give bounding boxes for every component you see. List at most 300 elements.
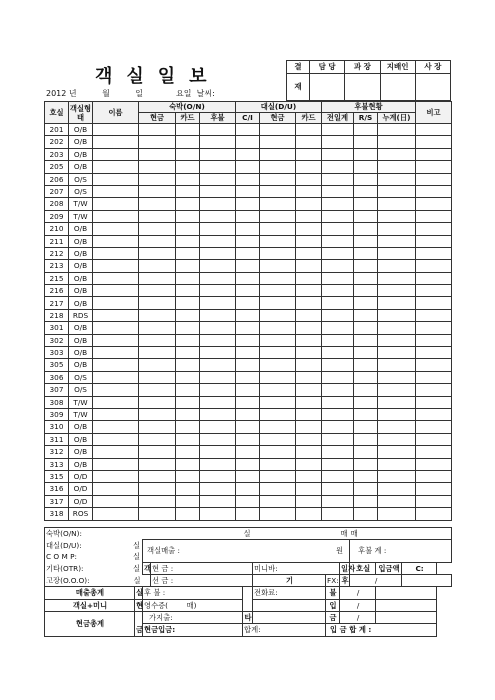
- entry-cell[interactable]: [139, 223, 176, 235]
- entry-cell[interactable]: [139, 384, 176, 396]
- entry-cell[interactable]: [416, 384, 452, 396]
- entry-cell[interactable]: [354, 173, 378, 185]
- entry-cell[interactable]: [260, 185, 296, 197]
- entry-cell[interactable]: [236, 210, 260, 222]
- entry-cell[interactable]: [296, 470, 322, 482]
- entry-cell[interactable]: [354, 185, 378, 197]
- entry-cell[interactable]: [236, 285, 260, 297]
- entry-cell[interactable]: [236, 396, 260, 408]
- entry-cell[interactable]: [416, 173, 452, 185]
- entry-cell[interactable]: [260, 359, 296, 371]
- entry-cell[interactable]: [236, 446, 260, 458]
- entry-cell[interactable]: [416, 421, 452, 433]
- entry-cell[interactable]: [236, 359, 260, 371]
- entry-cell[interactable]: [139, 334, 176, 346]
- entry-cell[interactable]: [176, 470, 200, 482]
- entry-cell[interactable]: [139, 247, 176, 259]
- entry-cell[interactable]: [139, 148, 176, 160]
- entry-cell[interactable]: [378, 148, 416, 160]
- entry-cell[interactable]: [93, 384, 139, 396]
- entry-cell[interactable]: [260, 483, 296, 495]
- entry-cell[interactable]: [354, 124, 378, 136]
- entry-cell[interactable]: [200, 223, 236, 235]
- entry-cell[interactable]: [93, 396, 139, 408]
- entry-cell[interactable]: [236, 148, 260, 160]
- entry-cell[interactable]: [260, 433, 296, 445]
- entry-cell[interactable]: [176, 185, 200, 197]
- entry-cell[interactable]: [176, 161, 200, 173]
- entry-cell[interactable]: [200, 334, 236, 346]
- sign-cell[interactable]: [345, 74, 380, 101]
- entry-cell[interactable]: [354, 148, 378, 160]
- entry-cell[interactable]: [260, 334, 296, 346]
- entry-cell[interactable]: [296, 458, 322, 470]
- entry-cell[interactable]: [176, 223, 200, 235]
- entry-cell[interactable]: [260, 148, 296, 160]
- entry-cell[interactable]: [139, 508, 176, 520]
- entry-cell[interactable]: [139, 396, 176, 408]
- entry-cell[interactable]: [296, 396, 322, 408]
- entry-cell[interactable]: [139, 495, 176, 507]
- entry-cell[interactable]: [296, 136, 322, 148]
- entry-cell[interactable]: [260, 470, 296, 482]
- entry-cell[interactable]: [296, 359, 322, 371]
- entry-cell[interactable]: [296, 433, 322, 445]
- entry-cell[interactable]: [176, 322, 200, 334]
- entry-cell[interactable]: [93, 260, 139, 272]
- entry-cell[interactable]: [236, 508, 260, 520]
- entry-cell[interactable]: [200, 396, 236, 408]
- entry-cell[interactable]: [200, 185, 236, 197]
- entry-cell[interactable]: [176, 285, 200, 297]
- entry-cell[interactable]: [93, 322, 139, 334]
- entry-cell[interactable]: [296, 297, 322, 309]
- entry-cell[interactable]: [260, 421, 296, 433]
- entry-cell[interactable]: [176, 384, 200, 396]
- sign-cell[interactable]: [380, 74, 415, 101]
- entry-cell[interactable]: [378, 359, 416, 371]
- entry-cell[interactable]: [200, 161, 236, 173]
- entry-cell[interactable]: [322, 334, 354, 346]
- entry-cell[interactable]: [200, 260, 236, 272]
- entry-cell[interactable]: [176, 148, 200, 160]
- entry-cell[interactable]: [139, 359, 176, 371]
- entry-cell[interactable]: [378, 458, 416, 470]
- entry-cell[interactable]: [139, 272, 176, 284]
- entry-cell[interactable]: [200, 136, 236, 148]
- entry-cell[interactable]: [296, 495, 322, 507]
- entry-cell[interactable]: [139, 136, 176, 148]
- entry-cell[interactable]: [416, 198, 452, 210]
- entry-cell[interactable]: [322, 359, 354, 371]
- entry-cell[interactable]: [416, 322, 452, 334]
- entry-cell[interactable]: [93, 334, 139, 346]
- entry-cell[interactable]: [260, 408, 296, 420]
- entry-cell[interactable]: [176, 495, 200, 507]
- entry-cell[interactable]: [139, 210, 176, 222]
- entry-cell[interactable]: [354, 458, 378, 470]
- entry-cell[interactable]: [378, 421, 416, 433]
- entry-cell[interactable]: [354, 483, 378, 495]
- entry-cell[interactable]: [200, 470, 236, 482]
- entry-cell[interactable]: [93, 470, 139, 482]
- entry-cell[interactable]: [200, 421, 236, 433]
- entry-cell[interactable]: [354, 421, 378, 433]
- entry-cell[interactable]: [176, 235, 200, 247]
- entry-cell[interactable]: [296, 347, 322, 359]
- entry-cell[interactable]: [93, 173, 139, 185]
- entry-cell[interactable]: [322, 421, 354, 433]
- sign-cell[interactable]: [310, 74, 345, 101]
- entry-cell[interactable]: [236, 260, 260, 272]
- entry-cell[interactable]: [354, 210, 378, 222]
- entry-cell[interactable]: [200, 285, 236, 297]
- entry-cell[interactable]: [322, 371, 354, 383]
- entry-cell[interactable]: [200, 124, 236, 136]
- entry-cell[interactable]: [322, 322, 354, 334]
- entry-cell[interactable]: [296, 384, 322, 396]
- entry-cell[interactable]: [296, 334, 322, 346]
- entry-cell[interactable]: [260, 384, 296, 396]
- entry-cell[interactable]: [93, 247, 139, 259]
- entry-cell[interactable]: [93, 285, 139, 297]
- entry-cell[interactable]: [236, 247, 260, 259]
- entry-cell[interactable]: [354, 446, 378, 458]
- entry-cell[interactable]: [416, 297, 452, 309]
- entry-cell[interactable]: [260, 173, 296, 185]
- entry-cell[interactable]: [200, 322, 236, 334]
- entry-cell[interactable]: [200, 309, 236, 321]
- entry-cell[interactable]: [176, 260, 200, 272]
- entry-cell[interactable]: [93, 446, 139, 458]
- entry-cell[interactable]: [176, 124, 200, 136]
- entry-cell[interactable]: [260, 272, 296, 284]
- entry-cell[interactable]: [200, 408, 236, 420]
- entry-cell[interactable]: [260, 371, 296, 383]
- entry-cell[interactable]: [236, 458, 260, 470]
- entry-cell[interactable]: [378, 210, 416, 222]
- entry-cell[interactable]: [378, 483, 416, 495]
- entry-cell[interactable]: [93, 272, 139, 284]
- entry-cell[interactable]: [93, 508, 139, 520]
- entry-cell[interactable]: [378, 235, 416, 247]
- entry-cell[interactable]: [260, 235, 296, 247]
- entry-cell[interactable]: [93, 235, 139, 247]
- entry-cell[interactable]: [354, 470, 378, 482]
- entry-cell[interactable]: [378, 124, 416, 136]
- entry-cell[interactable]: [296, 322, 322, 334]
- entry-cell[interactable]: [354, 359, 378, 371]
- entry-cell[interactable]: [176, 508, 200, 520]
- entry-cell[interactable]: [93, 458, 139, 470]
- entry-cell[interactable]: [354, 347, 378, 359]
- entry-cell[interactable]: [93, 347, 139, 359]
- entry-cell[interactable]: [176, 173, 200, 185]
- entry-cell[interactable]: [354, 322, 378, 334]
- entry-cell[interactable]: [176, 136, 200, 148]
- entry-cell[interactable]: [200, 247, 236, 259]
- entry-cell[interactable]: [236, 347, 260, 359]
- entry-cell[interactable]: [416, 483, 452, 495]
- entry-cell[interactable]: [139, 408, 176, 420]
- entry-cell[interactable]: [354, 396, 378, 408]
- entry-cell[interactable]: [176, 458, 200, 470]
- entry-cell[interactable]: [416, 272, 452, 284]
- entry-cell[interactable]: [416, 148, 452, 160]
- entry-cell[interactable]: [200, 347, 236, 359]
- entry-cell[interactable]: [260, 347, 296, 359]
- entry-cell[interactable]: [236, 309, 260, 321]
- entry-cell[interactable]: [296, 371, 322, 383]
- entry-cell[interactable]: [139, 235, 176, 247]
- entry-cell[interactable]: [176, 483, 200, 495]
- entry-cell[interactable]: [416, 495, 452, 507]
- entry-cell[interactable]: [354, 272, 378, 284]
- entry-cell[interactable]: [139, 185, 176, 197]
- entry-cell[interactable]: [236, 322, 260, 334]
- entry-cell[interactable]: [236, 384, 260, 396]
- entry-cell[interactable]: [176, 210, 200, 222]
- entry-cell[interactable]: [322, 495, 354, 507]
- entry-cell[interactable]: [296, 272, 322, 284]
- entry-cell[interactable]: [176, 347, 200, 359]
- entry-cell[interactable]: [354, 495, 378, 507]
- entry-cell[interactable]: [260, 124, 296, 136]
- entry-cell[interactable]: [322, 185, 354, 197]
- entry-cell[interactable]: [139, 260, 176, 272]
- entry-cell[interactable]: [260, 198, 296, 210]
- entry-cell[interactable]: [322, 508, 354, 520]
- entry-cell[interactable]: [378, 173, 416, 185]
- entry-cell[interactable]: [200, 371, 236, 383]
- entry-cell[interactable]: [322, 235, 354, 247]
- entry-cell[interactable]: [416, 136, 452, 148]
- entry-cell[interactable]: [378, 297, 416, 309]
- entry-cell[interactable]: [176, 396, 200, 408]
- entry-cell[interactable]: [378, 433, 416, 445]
- entry-cell[interactable]: [416, 285, 452, 297]
- entry-cell[interactable]: [200, 359, 236, 371]
- entry-cell[interactable]: [200, 297, 236, 309]
- entry-cell[interactable]: [260, 247, 296, 259]
- entry-cell[interactable]: [378, 508, 416, 520]
- entry-cell[interactable]: [236, 161, 260, 173]
- entry-cell[interactable]: [200, 272, 236, 284]
- entry-cell[interactable]: [93, 483, 139, 495]
- entry-cell[interactable]: [378, 334, 416, 346]
- entry-cell[interactable]: [378, 136, 416, 148]
- entry-cell[interactable]: [176, 371, 200, 383]
- entry-cell[interactable]: [93, 223, 139, 235]
- entry-cell[interactable]: [176, 272, 200, 284]
- entry-cell[interactable]: [93, 185, 139, 197]
- entry-cell[interactable]: [236, 136, 260, 148]
- entry-cell[interactable]: [200, 198, 236, 210]
- entry-cell[interactable]: [93, 124, 139, 136]
- entry-cell[interactable]: [236, 297, 260, 309]
- entry-cell[interactable]: [236, 272, 260, 284]
- entry-cell[interactable]: [322, 173, 354, 185]
- entry-cell[interactable]: [416, 235, 452, 247]
- entry-cell[interactable]: [378, 347, 416, 359]
- entry-cell[interactable]: [416, 359, 452, 371]
- entry-cell[interactable]: [354, 297, 378, 309]
- entry-cell[interactable]: [322, 210, 354, 222]
- entry-cell[interactable]: [176, 309, 200, 321]
- entry-cell[interactable]: [200, 235, 236, 247]
- entry-cell[interactable]: [93, 198, 139, 210]
- entry-cell[interactable]: [200, 210, 236, 222]
- entry-cell[interactable]: [260, 495, 296, 507]
- entry-cell[interactable]: [200, 384, 236, 396]
- entry-cell[interactable]: [236, 185, 260, 197]
- entry-cell[interactable]: [200, 495, 236, 507]
- entry-cell[interactable]: [354, 384, 378, 396]
- entry-cell[interactable]: [378, 470, 416, 482]
- entry-cell[interactable]: [322, 297, 354, 309]
- entry-cell[interactable]: [354, 223, 378, 235]
- entry-cell[interactable]: [139, 322, 176, 334]
- entry-cell[interactable]: [416, 185, 452, 197]
- entry-cell[interactable]: [378, 384, 416, 396]
- entry-cell[interactable]: [378, 285, 416, 297]
- entry-cell[interactable]: [236, 495, 260, 507]
- entry-cell[interactable]: [322, 260, 354, 272]
- entry-cell[interactable]: [236, 371, 260, 383]
- entry-cell[interactable]: [378, 495, 416, 507]
- entry-cell[interactable]: [93, 421, 139, 433]
- entry-cell[interactable]: [260, 223, 296, 235]
- entry-cell[interactable]: [354, 334, 378, 346]
- entry-cell[interactable]: [139, 309, 176, 321]
- entry-cell[interactable]: [139, 371, 176, 383]
- entry-cell[interactable]: [378, 446, 416, 458]
- entry-cell[interactable]: [176, 334, 200, 346]
- entry-cell[interactable]: [296, 508, 322, 520]
- entry-cell[interactable]: [93, 495, 139, 507]
- entry-cell[interactable]: [139, 347, 176, 359]
- entry-cell[interactable]: [322, 136, 354, 148]
- entry-cell[interactable]: [378, 371, 416, 383]
- entry-cell[interactable]: [378, 161, 416, 173]
- entry-cell[interactable]: [93, 148, 139, 160]
- entry-cell[interactable]: [296, 408, 322, 420]
- entry-cell[interactable]: [378, 247, 416, 259]
- entry-cell[interactable]: [322, 408, 354, 420]
- sign-cell[interactable]: [415, 74, 450, 101]
- entry-cell[interactable]: [354, 136, 378, 148]
- entry-cell[interactable]: [176, 433, 200, 445]
- entry-cell[interactable]: [378, 408, 416, 420]
- entry-cell[interactable]: [176, 297, 200, 309]
- entry-cell[interactable]: [176, 421, 200, 433]
- entry-cell[interactable]: [322, 433, 354, 445]
- entry-cell[interactable]: [93, 371, 139, 383]
- entry-cell[interactable]: [354, 408, 378, 420]
- entry-cell[interactable]: [139, 173, 176, 185]
- entry-cell[interactable]: [322, 272, 354, 284]
- entry-cell[interactable]: [416, 309, 452, 321]
- entry-cell[interactable]: [139, 297, 176, 309]
- entry-cell[interactable]: [354, 235, 378, 247]
- entry-cell[interactable]: [354, 260, 378, 272]
- entry-cell[interactable]: [260, 297, 296, 309]
- entry-cell[interactable]: [416, 396, 452, 408]
- entry-cell[interactable]: [296, 185, 322, 197]
- entry-cell[interactable]: [378, 198, 416, 210]
- entry-cell[interactable]: [296, 210, 322, 222]
- entry-cell[interactable]: [296, 161, 322, 173]
- entry-cell[interactable]: [176, 198, 200, 210]
- entry-cell[interactable]: [260, 446, 296, 458]
- entry-cell[interactable]: [322, 446, 354, 458]
- entry-cell[interactable]: [260, 309, 296, 321]
- entry-cell[interactable]: [416, 446, 452, 458]
- entry-cell[interactable]: [93, 210, 139, 222]
- entry-cell[interactable]: [354, 309, 378, 321]
- entry-cell[interactable]: [416, 260, 452, 272]
- entry-cell[interactable]: [416, 124, 452, 136]
- entry-cell[interactable]: [322, 396, 354, 408]
- entry-cell[interactable]: [200, 173, 236, 185]
- entry-cell[interactable]: [416, 408, 452, 420]
- entry-cell[interactable]: [296, 124, 322, 136]
- entry-cell[interactable]: [236, 483, 260, 495]
- entry-cell[interactable]: [416, 223, 452, 235]
- entry-cell[interactable]: [260, 396, 296, 408]
- entry-cell[interactable]: [322, 458, 354, 470]
- entry-cell[interactable]: [260, 260, 296, 272]
- entry-cell[interactable]: [139, 458, 176, 470]
- entry-cell[interactable]: [260, 458, 296, 470]
- entry-cell[interactable]: [322, 124, 354, 136]
- entry-cell[interactable]: [416, 161, 452, 173]
- entry-cell[interactable]: [200, 458, 236, 470]
- entry-cell[interactable]: [416, 334, 452, 346]
- entry-cell[interactable]: [236, 433, 260, 445]
- entry-cell[interactable]: [139, 198, 176, 210]
- entry-cell[interactable]: [236, 223, 260, 235]
- entry-cell[interactable]: [260, 136, 296, 148]
- entry-cell[interactable]: [236, 421, 260, 433]
- entry-cell[interactable]: [296, 285, 322, 297]
- entry-cell[interactable]: [296, 247, 322, 259]
- entry-cell[interactable]: [139, 483, 176, 495]
- entry-cell[interactable]: [322, 161, 354, 173]
- entry-cell[interactable]: [296, 198, 322, 210]
- entry-cell[interactable]: [200, 148, 236, 160]
- entry-cell[interactable]: [296, 235, 322, 247]
- entry-cell[interactable]: [236, 124, 260, 136]
- entry-cell[interactable]: [322, 148, 354, 160]
- entry-cell[interactable]: [354, 433, 378, 445]
- entry-cell[interactable]: [236, 470, 260, 482]
- entry-cell[interactable]: [322, 247, 354, 259]
- entry-cell[interactable]: [176, 408, 200, 420]
- entry-cell[interactable]: [139, 433, 176, 445]
- entry-cell[interactable]: [416, 247, 452, 259]
- entry-cell[interactable]: [236, 198, 260, 210]
- entry-cell[interactable]: [139, 285, 176, 297]
- entry-cell[interactable]: [416, 347, 452, 359]
- entry-cell[interactable]: [354, 371, 378, 383]
- entry-cell[interactable]: [296, 260, 322, 272]
- entry-cell[interactable]: [93, 297, 139, 309]
- entry-cell[interactable]: [93, 309, 139, 321]
- entry-cell[interactable]: [378, 272, 416, 284]
- entry-cell[interactable]: [93, 359, 139, 371]
- entry-cell[interactable]: [416, 433, 452, 445]
